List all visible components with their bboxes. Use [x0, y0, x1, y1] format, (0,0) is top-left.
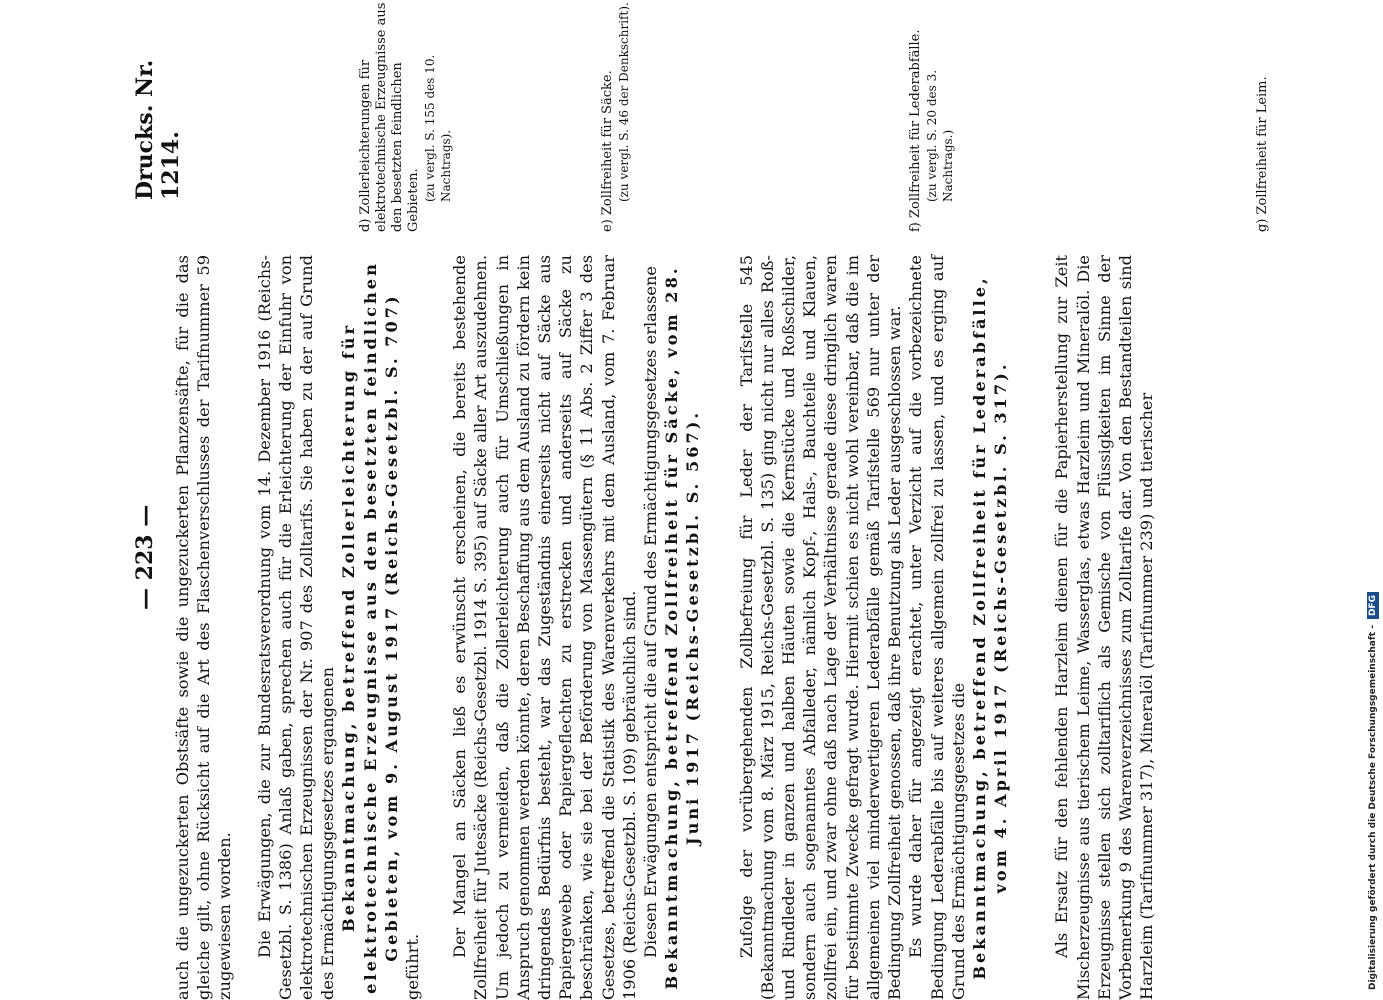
- bekanntmachung-2: Bekanntmachung, betreffend Zollfreiheit für Säcke, vom 28. Juni 1917 (Reichs-Gesetzbl. S. 567).: [662, 265, 703, 990]
- paragraph-1-end: geführt.: [403, 933, 423, 1000]
- margin-note-e-title: e) Zollfreiheit für Säcke.: [600, 70, 615, 232]
- margin-note-d-title: d) Zollerleichterungen für elektrotechnische Erzeugnisse aus den besetzten feindlichen Gebieten.: [358, 2, 421, 232]
- margin-note-f-ref: (zu vergl. S. 20 des 3. Nachtrags.): [925, 69, 955, 202]
- margin-note-e-ref: (zu vergl. S. 46 der Denkschrift).: [617, 2, 631, 202]
- page-header: [130, 59, 184, 800]
- paragraph-2: Der Mangel an Säcken ließ es erwünscht erscheinen, die bereits bestehende Zollfreiheit für Jutesäcke (Reichs-Gesetzbl. 1914 S. 395) auf Säcke aller Art auszudehnen. Um jedoch zu vermeiden, daß die Zollerleichterung auch für Umschließungen in Anspruch genommen werden könnte, deren Beschaffung aus dem Ausland zu fördern kein dringendes Bedürfnis besteht, war das Zugeständnis einerseits nicht auf Säcke aus Papiergewebe oder Papiergeflechten zu erstrecken und anderseits auf Säcke zu beschränken, wie sie bei der Beförderung von Massengütern (§ 11 Abs. 2 Ziffer 3 des Gesetzes, betreffend die Statistik des Warenverkehrs mit dem Ausland, vom 7. Februar 1906 (Reichs-Gesetzbl. S. 109) gebräuchlich sind.: [450, 255, 639, 1000]
- digitization-credit: [1365, 10, 1381, 990]
- paragraph-4: Zufolge der vorübergehenden Zollbefreiung für Leder der Tarifstelle 545 (Bekanntmachung vom 8. März 1915, Reichs-Gesetzbl. S. 135) ging nicht nur alles Roß- und Rindleder in ganzen und halben Häuten sowie die Kernstücke und Roßschilder, sondern auch sogenanntes Abfalleder, nämlich Kopf-, Hals-, Bauchteile und Klauen, zollfrei ein, und zwar ohne daß nach Lage der Verhältnisse gerade diese dringlich waren für bestimmte Zwecke gefragt wurde. Hiermit schien es nicht wohl vereinbar, daß die im allgemeinen viel minderwertigeren Lederabfälle gemäß Tarifstelle 569 nur unter der Bedingung Zollfreiheit genossen, daß ihre Benutzung als Leder ausgeschlossen war.: [736, 255, 905, 1000]
- paragraph-6: Als Ersatz für den fehlenden Harzleim dienen für die Papierherstellung zur Zeit Mischerzeugnisse aus tierischem Leime, Wasserglas, etwas Harzleim und Mineralöl. Die Erzeugnisse stellen sich zolltariflich als Gemische von Flüssigkeiten im Sinne der Vorbemerkung 9 des Warenverzeichnisses zum Zolltarife dar. Von den Bestandteilen sind Harzleim (Tarifnummer 317), Mineralöl (Tarifnummer 239) und tierischer: [1052, 255, 1157, 1000]
- credit-text: Digitalisierung gefördert durch die Deutsche Forschungsgemeinschaft -: [1368, 625, 1378, 990]
- paragraph-5: Es wurde daher für angezeigt erachtet, unter Verzicht auf die vorbezeichnete Bedingung Lederabfälle bis auf weiteres allgemein zollfrei zu lassen, und es erging auf Grund des Ermächtigungsgesetzes die: [906, 255, 968, 1000]
- paragraph-1: Die Erwägungen, die zur Bundesratsverordnung vom 14. Dezember 1916 (Reichs-Gesetzbl. S. 1386) Anlaß gaben, sprechen auch für die Erleichterung der Einfuhr von elektrotechnischen Erzeugnissen der Nr. 907 des Zolltarifs. Sie haben zu der auf Grund des Ermächtigungsgesetzes ergangenen: [254, 255, 338, 1000]
- margin-note-d-ref: (zu vergl. S. 155 des 10. Nachtrags).: [423, 54, 453, 202]
- paragraph-0: auch die ungezuckerten Obstsäfte sowie die ungezuckerten Pflanzensäfte, für die das gleiche gilt, ohne Rücksicht auf die Art des Flaschenverschlusses der Tarifnummer 59 zugewiesen worden.: [173, 255, 235, 1000]
- scanned-page: [130, 0, 1270, 1000]
- margin-note-f-title: f) Zollfreiheit für Lederabfälle.: [908, 29, 923, 232]
- margin-note-g: [1255, 2, 1271, 232]
- margin-note-g-title: g) Zollfreiheit für Leim.: [1255, 76, 1270, 232]
- page-number: — 223 —: [132, 504, 158, 610]
- paragraph-3: Diesen Erwägungen entspricht die auf Grund des Ermächtigungsgesetzes erlassene: [641, 266, 661, 958]
- bekanntmachung-1: Bekanntmachung, betreffend Zollerleichterung für elektrotechnische Erzeugnisse aus den besetzten feindlichen Gebieten, vom 9. August 1917 (Reichs-Gesetzbl. S. 707): [339, 261, 401, 994]
- margin-note-f: [908, 2, 956, 232]
- dfg-logo: DFG: [1367, 592, 1379, 619]
- margin-note-e: [600, 2, 632, 232]
- margin-note-d: [358, 2, 454, 232]
- main-text-column: [172, 255, 1157, 1000]
- document-number: Drucks. Nr. 1214.: [132, 59, 184, 200]
- bekanntmachung-3: Bekanntmachung, betreffend Zollfreiheit für Lederabfälle, vom 4. April 1917 (Reichs-Gesetzbl. S. 317).: [969, 275, 1011, 980]
